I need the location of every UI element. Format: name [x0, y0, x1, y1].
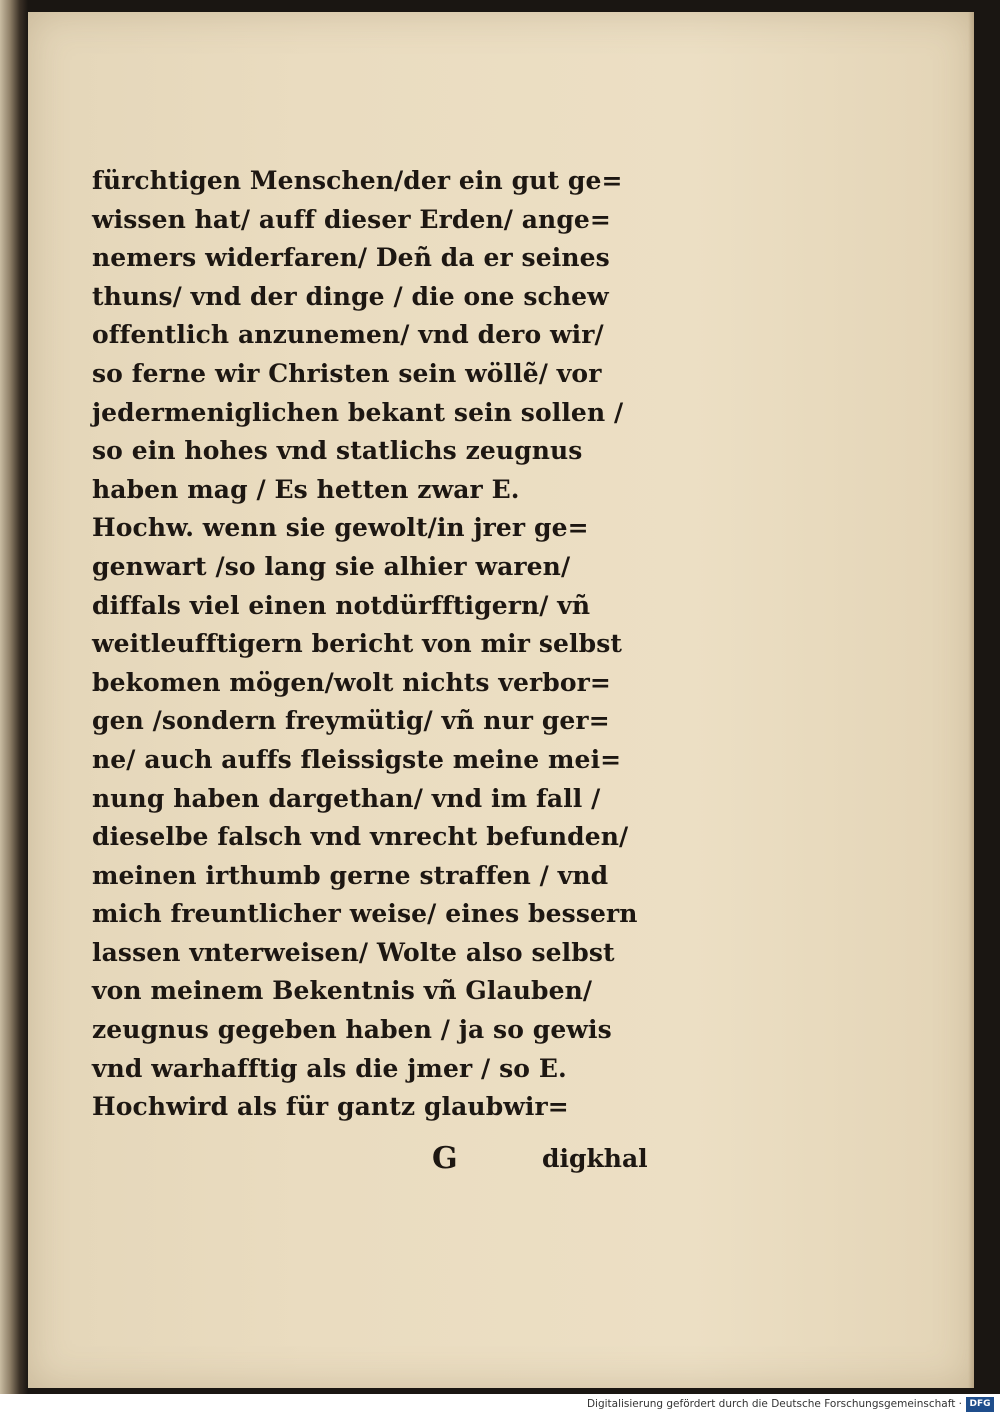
text-block: [92, 162, 692, 1127]
text-line: zeugnus gegeben haben / ja so gewis: [92, 1015, 612, 1045]
page-footer-line: [92, 1139, 692, 1179]
text-line: Hochwird als für gantz glaubwir=: [92, 1092, 569, 1122]
page-edge: [968, 12, 974, 1388]
text-line: Hochw. wenn sie gewolt/in jrer ge=: [92, 513, 589, 543]
book-binding: [0, 0, 28, 1394]
text-line: ne/ auch auffs fleissigste meine mei=: [92, 744, 622, 774]
text-line: jedermeniglichen bekant sein sollen /: [92, 397, 624, 427]
text-line: mich freuntlicher weise/ eines bessern: [92, 899, 638, 929]
text-line: thuns/ vnd der dinge / die one schew: [92, 281, 609, 311]
text-line: bekomen mögen/wolt nichts verbor=: [92, 667, 611, 697]
digitization-footer: [0, 1394, 1000, 1416]
text-line: so ein hohes vnd statlichs zeugnus: [92, 436, 583, 466]
text-line: von meinem Bekentnis vñ Glauben/: [92, 976, 593, 1006]
funding-credit: Digitalisierung gefördert durch die Deutsche Forschungsgemeinschaft ·: [586, 1398, 962, 1410]
text-line: lassen vnterweisen/ Wolte also selbst: [92, 937, 615, 967]
signature-mark: G: [432, 1141, 458, 1176]
text-line: diffals viel einen notdürfftigern/ vñ: [92, 590, 591, 620]
text-line: haben mag / Es hetten zwar E.: [92, 474, 520, 504]
text-line: fürchtigen Menschen/der ein gut ge=: [92, 166, 623, 195]
catchword: digkhal: [542, 1144, 648, 1173]
text-line: so ferne wir Christen sein wöllẽ/ vor: [92, 358, 602, 388]
text-line: nung haben dargethan/ vnd im fall /: [92, 783, 601, 813]
text-line: dieselbe falsch vnd vnrecht befunden/: [92, 822, 629, 852]
text-line: offentlich anzunemen/ vnd dero wir/: [92, 320, 604, 350]
text-line: weitleufftigern bericht von mir selbst: [92, 629, 623, 659]
text-line: genwart /so lang sie alhier waren/: [92, 551, 571, 581]
text-line: nemers widerfaren/ Deñ da er seines: [92, 243, 610, 273]
text-line: wissen hat/ auff dieser Erden/ ange=: [92, 204, 611, 234]
text-line: gen /sondern freymütig/ vñ nur ger=: [92, 706, 610, 736]
text-line: vnd warhafftig als die jmer / so E.: [92, 1053, 567, 1083]
text-line: meinen irthumb gerne straffen / vnd: [92, 860, 609, 890]
dfg-logo: DFG: [966, 1397, 994, 1412]
book-page: [28, 12, 974, 1388]
